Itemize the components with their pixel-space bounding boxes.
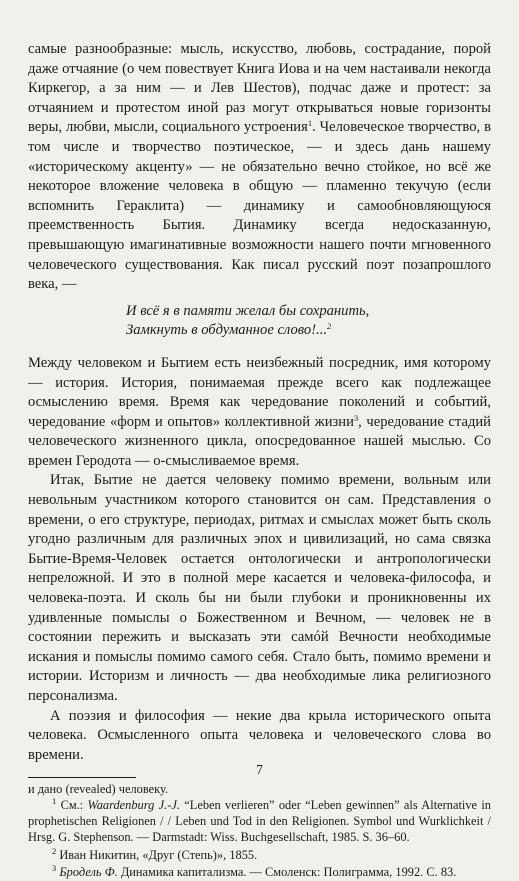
poem-line-1: И всё я в памяти желал бы сохранить, [126, 302, 370, 319]
page-number: 7 [256, 762, 263, 777]
paragraph-3: Итак, Бытие не дается человеку помимо времени, вольным или невольным участником которого становится он сам. Представления о времени, о его структуре, периодах, ритмах и смыслах может быть сколь угодно различным для различных эпох и цивилизаций, но сама связка Бытие-Время-Человек остается онтологически и антропологически непреложной. И это в полной мере касается и человека-философа, и человека-поэта. И сколь бы ни были глубоки и проникновенны их удивленные помыслы о Божественном и Вечном, — человек не в состоянии пережить и высказать эти самóй Вечности необходимые искания и помыслы помимо самого себя. Стало быть, помимо времени и истории. Историзм и личность — два необходимые лика религиозного персонализма. [28, 472, 491, 704]
footnote-ref-3[interactable]: 3 [353, 412, 359, 423]
footnote-ref-2[interactable]: 2 [327, 321, 332, 332]
poem-line-2: Замкнуть в обдуманное слово!...$^2$ [126, 321, 332, 339]
footnotes [28, 782, 491, 881]
footnote-1: $^1$ См.: Waardenburg J.-J. “Leben verlieren” oder “Leben gewinnen” als Alternative in prophetischen Religionen / / Leben und Tod in den Religionen. Symbol und Wurklichkeit / Hrsg. G. Stephenson. — Darmstadt: Wiss. Buchgesellschaft, 1985. S. 36–60. [28, 796, 491, 844]
paragraph-1: самые разнообразные: мысль, искусство, любовь, сострадание, порой даже отчаяние (о чем повествует Книга Иова и на чем настаивали некогда Киркегор, а за ним — и Лев Шестов), подчас даже и протест: за отчаянием и протестом иной раз могут открываться новые горизонты веры, любви, мысли, социального устроения$^1$. Человеческое творчество, в том числе и творчество поэтическое, — и здесь дань нашему «историческому акценту» — не обязательно вечно стойкое, но всё же некоторое вложение человека в общую — пламенно текучую (если вспомнить Гераклита) — динамику и самообновляющуюся преемственность Бытия. Динамику всегда недосказанную, превышающую имагинативные возможности нашего почти мгновенного человеческого существования. Как писал русский поэт позапрошлого века, — [28, 41, 491, 293]
main-text [28, 40, 491, 765]
footnote-2: $^2$ Иван Никитин, «Друг (Степь)», 1855. [52, 845, 258, 862]
footnote-ref-1[interactable]: 1 [307, 118, 313, 129]
footnote-3: $^3$ Бродель Ф. Динамика капитализма. — Смоленск: Полиграмма, 1992. С. 83. [52, 863, 457, 880]
footnote-carryover: и дано (revealed) человеку. [28, 782, 169, 797]
paragraph-2: Между человеком и Бытием есть неизбежный посредник, имя которому — история. История, понимаемая прежде всего как подлежащее осмыслению время. Время как чередование поколений и событий, чередование «форм и опытов» коллективной жизни$^3$, чередование стадий человеческого жизненного цикла, опосредованное нашей мыслью. Со времен Геродота — о-смысливаемое время. [28, 354, 491, 469]
paragraph-4: А поэзия и философия — некие два крыла исторического опыта человека. Осмысленного опыта человека и человеческого слова во времени. [28, 707, 491, 763]
poem-quote [126, 302, 491, 341]
